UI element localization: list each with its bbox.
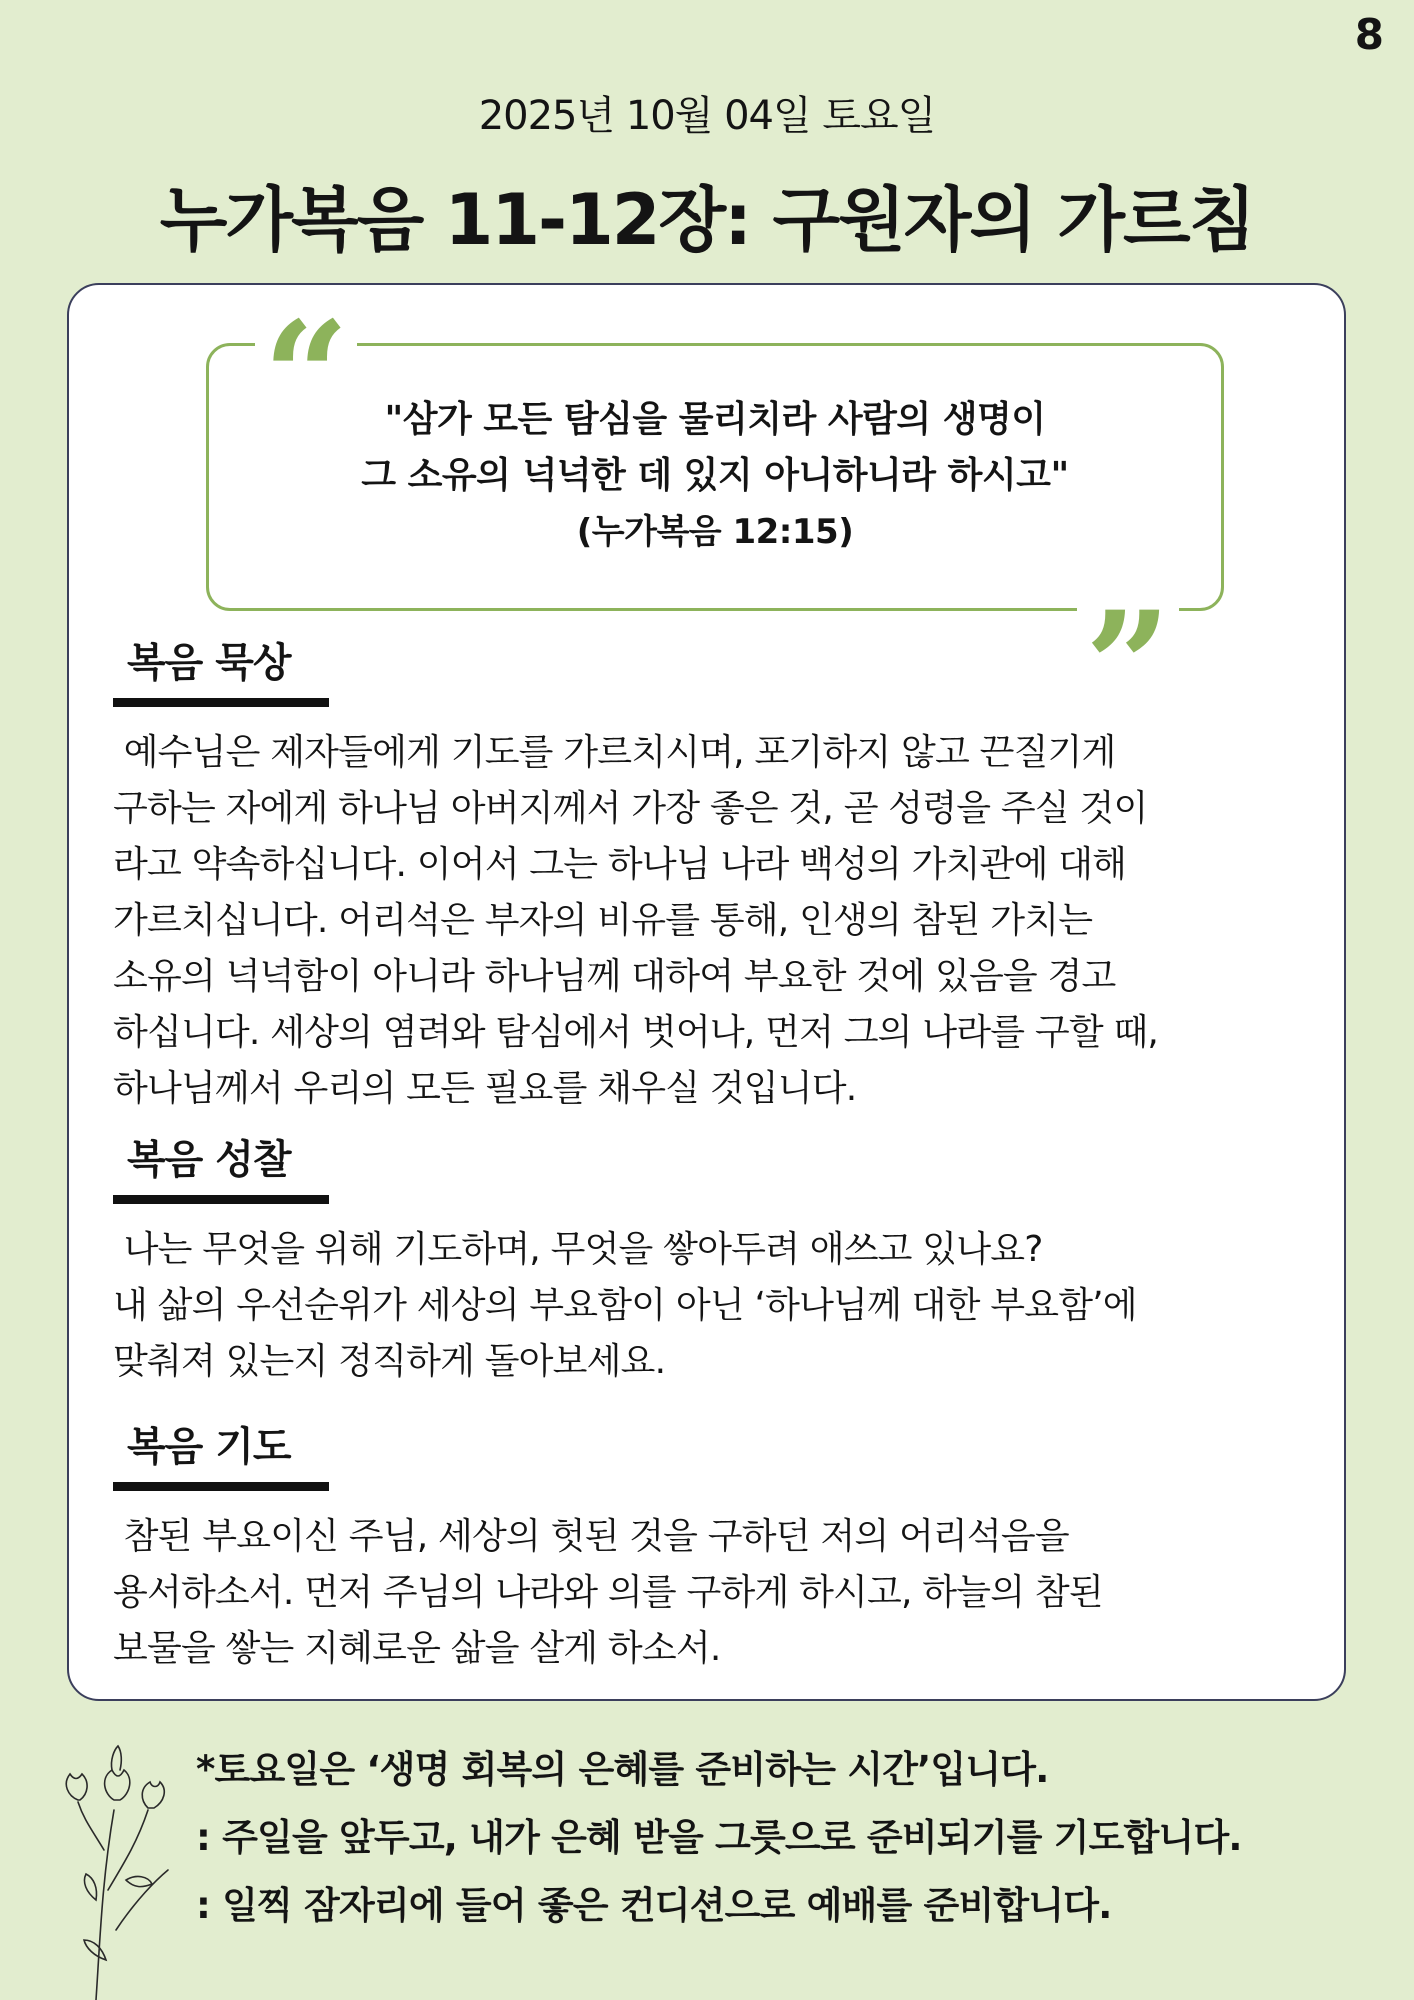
body-line: 소유의 넉넉함이 아니라 하나님께 대하여 부요한 것에 있음을 경고 <box>113 956 1116 997</box>
section-body <box>113 1222 1323 1390</box>
body-line: 하나님께서 우리의 모든 필요를 채우실 것입니다. <box>113 1068 857 1109</box>
content-card <box>67 283 1346 1701</box>
body-line: 하십니다. 세상의 염려와 탐심에서 벗어나, 먼저 그의 나라를 구할 때, <box>113 1012 1159 1053</box>
scripture-quote <box>209 392 1221 560</box>
close-quote-icon: ” <box>1077 592 1179 678</box>
body-line: 보물을 쌓는 지혜로운 삶을 살게 하소서. <box>113 1628 721 1669</box>
section-meditation <box>113 631 1323 1117</box>
body-line: 참된 부요이신 주님, 세상의 헛된 것을 구하던 저의 어리석음을 <box>113 1516 1069 1557</box>
body-line: 맞춰져 있는지 정직하게 돌아보세요. <box>113 1341 666 1382</box>
body-line: 용서하소서. 먼저 주님의 나라와 의를 구하게 하시고, 하늘의 참된 <box>113 1572 1103 1613</box>
section-title: 복음 성찰 <box>113 1128 329 1204</box>
section-body <box>113 725 1323 1117</box>
quote-reference: (누가복음 12:15) <box>576 512 854 552</box>
body-line: 가르치십니다. 어리석은 부자의 비유를 통해, 인생의 참된 가치는 <box>113 900 1093 941</box>
body-line: 라고 약속하십니다. 이어서 그는 하나님 나라 백성의 가치관에 대해 <box>113 844 1127 885</box>
body-line: 나는 무엇을 위해 기도하며, 무엇을 쌓아두려 애쓰고 있나요? <box>113 1229 1043 1270</box>
section-title: 복음 묵상 <box>113 631 329 707</box>
section-title: 복음 기도 <box>113 1415 329 1491</box>
footer-line: : 일찍 잠자리에 들어 좋은 컨디션으로 예배를 준비합니다. <box>196 1884 1112 1927</box>
section-reflection <box>113 1128 1323 1390</box>
footer-line: : 주일을 앞두고, 내가 은혜 받을 그릇으로 준비되기를 기도합니다. <box>196 1816 1242 1859</box>
section-body <box>113 1509 1323 1677</box>
quote-line: "삼가 모든 탐심을 물리치라 사람의 생명이 <box>384 399 1046 440</box>
section-prayer <box>113 1415 1323 1677</box>
body-line: 내 삶의 우선순위가 세상의 부요함이 아닌 ‘하나님께 대한 부요함’에 <box>113 1285 1137 1326</box>
open-quote-icon: “ <box>255 302 357 392</box>
quote-line: 그 소유의 넉넉한 데 있지 아니하니라 하시고" <box>361 455 1069 496</box>
footer-line: *토요일은 ‘생명 회복의 은혜를 준비하는 시간’입니다. <box>196 1748 1049 1791</box>
page-date: 2025년 10월 04일 토요일 <box>478 93 936 139</box>
body-line: 예수님은 제자들에게 기도를 가르치시며, 포기하지 않고 끈질기게 <box>113 732 1116 773</box>
flower-illustration-icon <box>56 1730 186 2000</box>
saturday-note <box>196 1736 1242 1940</box>
page-title: 누가복음 11-12장: 구원자의 가르침 <box>159 179 1255 261</box>
page-number: 8 <box>1354 10 1384 59</box>
body-line: 구하는 자에게 하나님 아버지께서 가장 좋은 것, 곧 성령을 주실 것이 <box>113 788 1148 829</box>
